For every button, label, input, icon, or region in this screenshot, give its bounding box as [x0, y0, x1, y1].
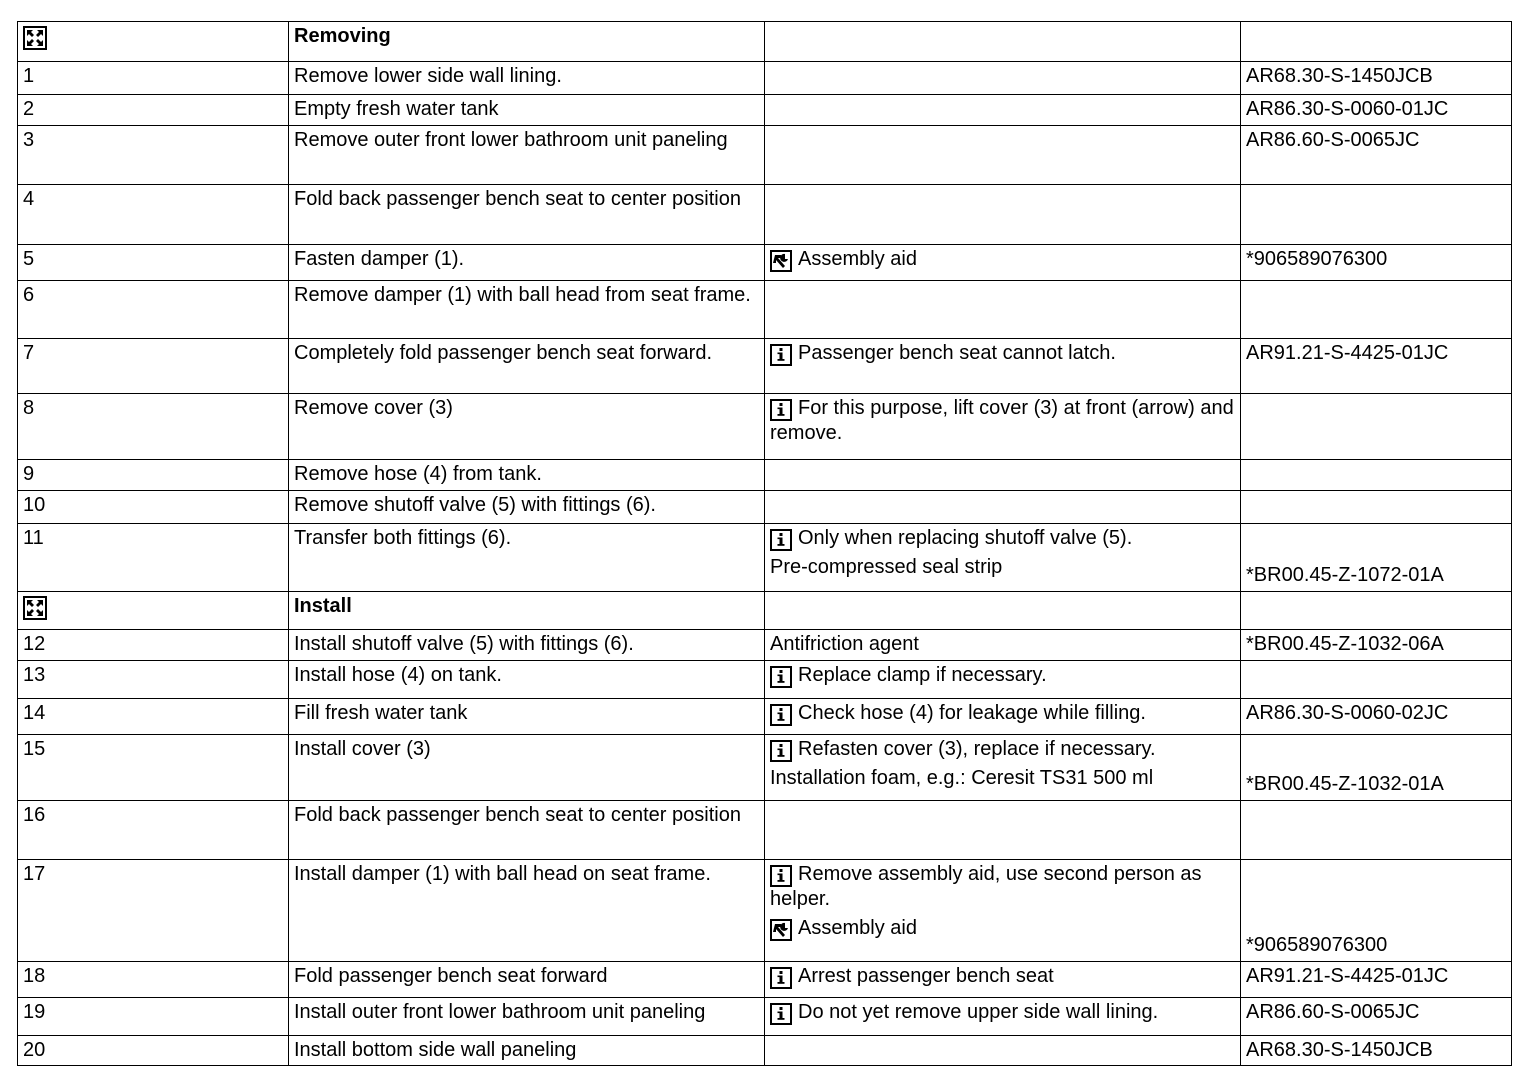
info-icon [770, 666, 792, 688]
reference-code [1241, 394, 1512, 460]
reference-code: *BR00.45-Z-1032-06A [1241, 630, 1512, 661]
section-row [18, 22, 1512, 62]
section-row [18, 592, 1512, 630]
table-row [18, 735, 1512, 801]
step-number: 2 [18, 95, 289, 126]
table-row [18, 281, 1512, 339]
step-action: Remove outer front lower bathroom unit paneling [289, 126, 765, 185]
section-arrows-icon [23, 596, 47, 620]
tool-icon [770, 250, 792, 272]
reference-code: AR91.21-S-4425-01JC [1241, 962, 1512, 998]
note: Pre-compressed seal strip [770, 556, 1003, 578]
note [770, 1000, 1235, 1025]
table-row [18, 801, 1512, 860]
reference-code: AR86.30-S-0060-01JC [1241, 95, 1512, 126]
note [770, 396, 1235, 446]
step-notes [765, 245, 1241, 281]
section-icon-cell [18, 22, 289, 62]
note: Antifriction agent [770, 633, 919, 655]
note [770, 737, 1235, 762]
section-icon-cell [18, 592, 289, 630]
note-text: Refasten cover (3), replace if necessary. [798, 738, 1156, 760]
info-icon [770, 865, 792, 887]
step-action: Transfer both fittings (6). [289, 524, 765, 592]
note [770, 701, 1235, 726]
step-notes [765, 491, 1241, 524]
step-action: Install cover (3) [289, 735, 765, 801]
table-row [18, 126, 1512, 185]
step-action: Remove damper (1) with ball head from seat frame. [289, 281, 765, 339]
note-text: Do not yet remove upper side wall lining. [798, 1001, 1159, 1023]
step-action: Completely fold passenger bench seat forward. [289, 339, 765, 394]
table-row [18, 245, 1512, 281]
table-row [18, 998, 1512, 1036]
tool-icon [770, 919, 792, 941]
section-title: Install [289, 592, 765, 630]
step-number: 11 [18, 524, 289, 592]
note [770, 862, 1235, 912]
info-icon [770, 967, 792, 989]
step-notes [765, 630, 1241, 661]
step-notes [765, 661, 1241, 699]
step-notes [765, 1036, 1241, 1066]
step-number: 8 [18, 394, 289, 460]
note [770, 663, 1235, 688]
step-action: Fold back passenger bench seat to center position [289, 185, 765, 245]
step-number: 13 [18, 661, 289, 699]
reference-code: AR91.21-S-4425-01JC [1241, 339, 1512, 394]
note [770, 247, 1235, 272]
reference-code [1241, 491, 1512, 524]
step-notes [765, 699, 1241, 735]
step-action: Fold passenger bench seat forward [289, 962, 765, 998]
reference-code [1241, 801, 1512, 860]
info-icon [770, 529, 792, 551]
table-row [18, 460, 1512, 491]
step-number: 14 [18, 699, 289, 735]
step-notes [765, 126, 1241, 185]
step-action: Remove cover (3) [289, 394, 765, 460]
step-notes [765, 962, 1241, 998]
step-action: Fasten damper (1). [289, 245, 765, 281]
note-text: Assembly aid [798, 917, 917, 939]
table-row [18, 491, 1512, 524]
step-notes [765, 460, 1241, 491]
step-action: Fill fresh water tank [289, 699, 765, 735]
step-number: 5 [18, 245, 289, 281]
note-text: Replace clamp if necessary. [798, 664, 1047, 686]
step-number: 20 [18, 1036, 289, 1066]
step-action: Remove lower side wall lining. [289, 62, 765, 95]
empty-cell [765, 592, 1241, 630]
step-number: 12 [18, 630, 289, 661]
step-number: 19 [18, 998, 289, 1036]
reference-code: *906589076300 [1241, 245, 1512, 281]
note [770, 916, 1235, 941]
note: Installation foam, e.g.: Ceresit TS31 500 ml [770, 767, 1154, 789]
step-number: 7 [18, 339, 289, 394]
reference-code: AR86.30-S-0060-02JC [1241, 699, 1512, 735]
info-icon [770, 1003, 792, 1025]
step-number: 17 [18, 860, 289, 962]
reference-code: AR86.60-S-0065JC [1241, 998, 1512, 1036]
step-action: Remove hose (4) from tank. [289, 460, 765, 491]
step-number: 15 [18, 735, 289, 801]
reference-code [1241, 460, 1512, 491]
table-row [18, 630, 1512, 661]
step-action: Install damper (1) with ball head on seat frame. [289, 860, 765, 962]
table-row [18, 699, 1512, 735]
empty-cell [1241, 22, 1512, 62]
step-number: 10 [18, 491, 289, 524]
table-row [18, 62, 1512, 95]
note-text: Only when replacing shutoff valve (5). [798, 527, 1133, 549]
reference-code [1241, 661, 1512, 699]
table-row [18, 524, 1512, 592]
info-icon [770, 399, 792, 421]
note [770, 341, 1235, 366]
step-action: Remove shutoff valve (5) with fittings (6). [289, 491, 765, 524]
note-text: For this purpose, lift cover (3) at front (arrow) and remove. [770, 397, 1234, 444]
step-notes [765, 95, 1241, 126]
step-number: 18 [18, 962, 289, 998]
step-notes [765, 524, 1241, 592]
info-icon [770, 704, 792, 726]
table-row [18, 1036, 1512, 1066]
table-row [18, 661, 1512, 699]
note-text: Remove assembly aid, use second person as helper. [770, 863, 1202, 910]
table-row [18, 394, 1512, 460]
step-action: Empty fresh water tank [289, 95, 765, 126]
empty-cell [1241, 592, 1512, 630]
reference-code [1241, 281, 1512, 339]
table-row [18, 860, 1512, 962]
step-notes [765, 281, 1241, 339]
step-action: Fold back passenger bench seat to center position [289, 801, 765, 860]
reference-code: AR68.30-S-1450JCB [1241, 62, 1512, 95]
note-text: Assembly aid [798, 248, 917, 270]
reference-code: *BR00.45-Z-1072-01A [1241, 524, 1512, 592]
step-action: Install hose (4) on tank. [289, 661, 765, 699]
step-action: Install bottom side wall paneling [289, 1036, 765, 1066]
note-text: Arrest passenger bench seat [798, 965, 1054, 987]
reference-code [1241, 185, 1512, 245]
note-text: Check hose (4) for leakage while filling. [798, 702, 1146, 724]
step-notes [765, 801, 1241, 860]
table-row [18, 339, 1512, 394]
reference-code: AR86.60-S-0065JC [1241, 126, 1512, 185]
step-number: 6 [18, 281, 289, 339]
table-row [18, 962, 1512, 998]
step-action: Install outer front lower bathroom unit paneling [289, 998, 765, 1036]
step-notes [765, 735, 1241, 801]
step-notes [765, 339, 1241, 394]
step-notes [765, 998, 1241, 1036]
step-notes [765, 860, 1241, 962]
empty-cell [765, 22, 1241, 62]
reference-code: *BR00.45-Z-1032-01A [1241, 735, 1512, 801]
step-notes [765, 394, 1241, 460]
step-notes [765, 62, 1241, 95]
note [770, 526, 1235, 551]
step-number: 1 [18, 62, 289, 95]
table-row [18, 185, 1512, 245]
step-number: 4 [18, 185, 289, 245]
section-title: Removing [289, 22, 765, 62]
note-text: Passenger bench seat cannot latch. [798, 342, 1116, 364]
step-notes [765, 185, 1241, 245]
reference-code: *906589076300 [1241, 860, 1512, 962]
info-icon [770, 740, 792, 762]
section-arrows-icon [23, 26, 47, 50]
info-icon [770, 344, 792, 366]
note [770, 964, 1235, 989]
step-number: 3 [18, 126, 289, 185]
step-action: Install shutoff valve (5) with fittings (6). [289, 630, 765, 661]
table-row [18, 95, 1512, 126]
procedure-table [17, 21, 1512, 1066]
step-number: 16 [18, 801, 289, 860]
reference-code: AR68.30-S-1450JCB [1241, 1036, 1512, 1066]
step-number: 9 [18, 460, 289, 491]
